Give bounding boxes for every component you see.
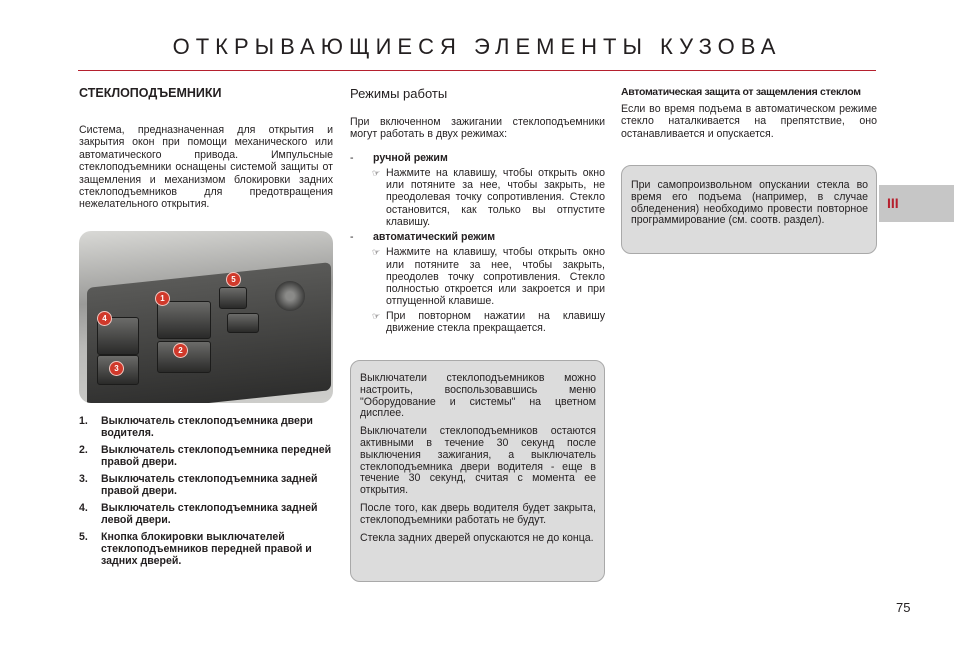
legend-item — [79, 444, 333, 468]
mode-auto — [350, 231, 605, 334]
switch-driver — [157, 301, 211, 339]
legend-number: 3. — [79, 472, 88, 485]
chapter-tab-label: III — [887, 195, 899, 211]
legend-item — [79, 415, 333, 439]
mode-title-manual: ручной режим — [373, 151, 448, 164]
pointing-hand-icon: ☞ — [372, 167, 381, 178]
page-title: ОТКРЫВАЮЩИЕСЯ ЭЛЕМЕНТЫ КУЗОВА — [172, 34, 782, 59]
legend-number: 4. — [79, 501, 88, 514]
modes-intro: При включенном зажигании стеклоподъемники могут работать в двух режимах: — [350, 116, 605, 141]
legend-text: Кнопка блокировки выключателей стеклоподъемников передней правой и задних дверей. — [101, 530, 312, 567]
mode-title-auto: автоматический режим — [373, 231, 496, 244]
mirror-control-dial — [275, 281, 305, 311]
legend-text: Выключатель стеклоподъемника передней правой двери. — [101, 443, 332, 468]
legend-text: Выключатель стеклоподъемника задней правой двери. — [101, 472, 318, 497]
page-number: 75 — [896, 600, 911, 615]
chapter-tab — [879, 185, 954, 222]
legend-item — [79, 502, 333, 526]
column-intro — [79, 80, 333, 572]
list-dash: - — [350, 231, 354, 244]
legend-text: Выключатель стеклоподъемника задней левой двери. — [101, 501, 318, 526]
legend-item — [79, 531, 333, 567]
photo-marker-4: 4 — [97, 311, 112, 326]
photo-marker-2: 2 — [173, 343, 188, 358]
legend-number: 2. — [79, 443, 88, 456]
photo-legend — [79, 415, 333, 567]
anti-pinch-paragraph: Если во время подъема в автоматическом режиме стекло наталкивается на препятствие, оно останавливается и опускается. — [621, 103, 877, 140]
photo-marker-5: 5 — [226, 272, 241, 287]
legend-number: 1. — [79, 414, 88, 427]
legend-text: Выключатель стеклоподъемника двери водителя. — [101, 414, 313, 439]
note-paragraph: После того, как дверь водителя будет закрыта, стеклоподъемники работать не будут. — [360, 501, 596, 526]
legend-number: 5. — [79, 530, 88, 543]
note-paragraph: Выключатели стеклоподъемников остаются активными в течение 30 секунд после выключения зажигания, а выключатель стеклоподъемника двери водителя - еще в течение 30 секунд, считая с момента ее открытия. — [360, 425, 596, 497]
note-paragraph: При самопроизвольном опускании стекла во время его подъема (например, в случае обледенения) необходимо провести повторное программирование (см. соотв. раздел). — [631, 179, 868, 227]
legend-item — [79, 473, 333, 497]
header-divider — [78, 70, 876, 71]
step-text: Нажмите на клавишу, чтобы открыть окно или потяните за нее, чтобы закрыть, не преодолевая точку сопротивления. Стекло остановится, как только вы отпустите клавишу. — [386, 166, 605, 228]
section-heading-modes: Режимы работы — [350, 86, 448, 101]
intro-paragraph: Система, предназначенная для открытия и закрытия окон при помощи механического или автоматического привода. Импульсные стеклоподъемники оснащены системой защиты от защемления и механизмом блокировки задних стеклоподъемников для предотвращения нежелательного открытия. — [79, 124, 333, 211]
note-paragraph: Выключатели стеклоподъемников можно настроить, воспользовавшись меню "Оборудование и системы" на цветном дисплее. — [360, 372, 596, 420]
window-switch-photo — [79, 231, 333, 403]
pointing-hand-icon: ☞ — [372, 310, 381, 321]
list-dash: - — [350, 151, 354, 164]
step-text: Нажмите на клавишу, чтобы открыть окно или потяните за нее, чтобы закрыть, преодолев точку сопротивления. Стекло полностью откроется или закроется и при отпущенной клавише. — [386, 246, 605, 308]
section-heading-window-lifts: СТЕКЛОПОДЪЕМНИКИ — [79, 86, 222, 100]
mode-manual — [350, 152, 605, 228]
mode-step — [372, 310, 605, 335]
switch-lock — [219, 287, 247, 309]
section-heading-anti-pinch: Автоматическая защита от защемления стеклом — [621, 86, 861, 98]
mode-step — [372, 246, 605, 307]
note-box-reprogramming — [621, 165, 877, 254]
column-modes — [350, 80, 605, 334]
step-text: При повторном нажатии на клавишу движение стекла прекращается. — [386, 309, 605, 335]
pointing-hand-icon: ☞ — [372, 247, 381, 258]
photo-marker-1: 1 — [155, 291, 170, 306]
column-anti-pinch — [621, 80, 877, 140]
switch-lock-lower — [227, 313, 259, 333]
note-box-settings — [350, 360, 605, 582]
note-paragraph: Стекла задних дверей опускаются не до конца. — [360, 531, 594, 544]
photo-marker-3: 3 — [109, 361, 124, 376]
mode-step — [372, 167, 605, 228]
